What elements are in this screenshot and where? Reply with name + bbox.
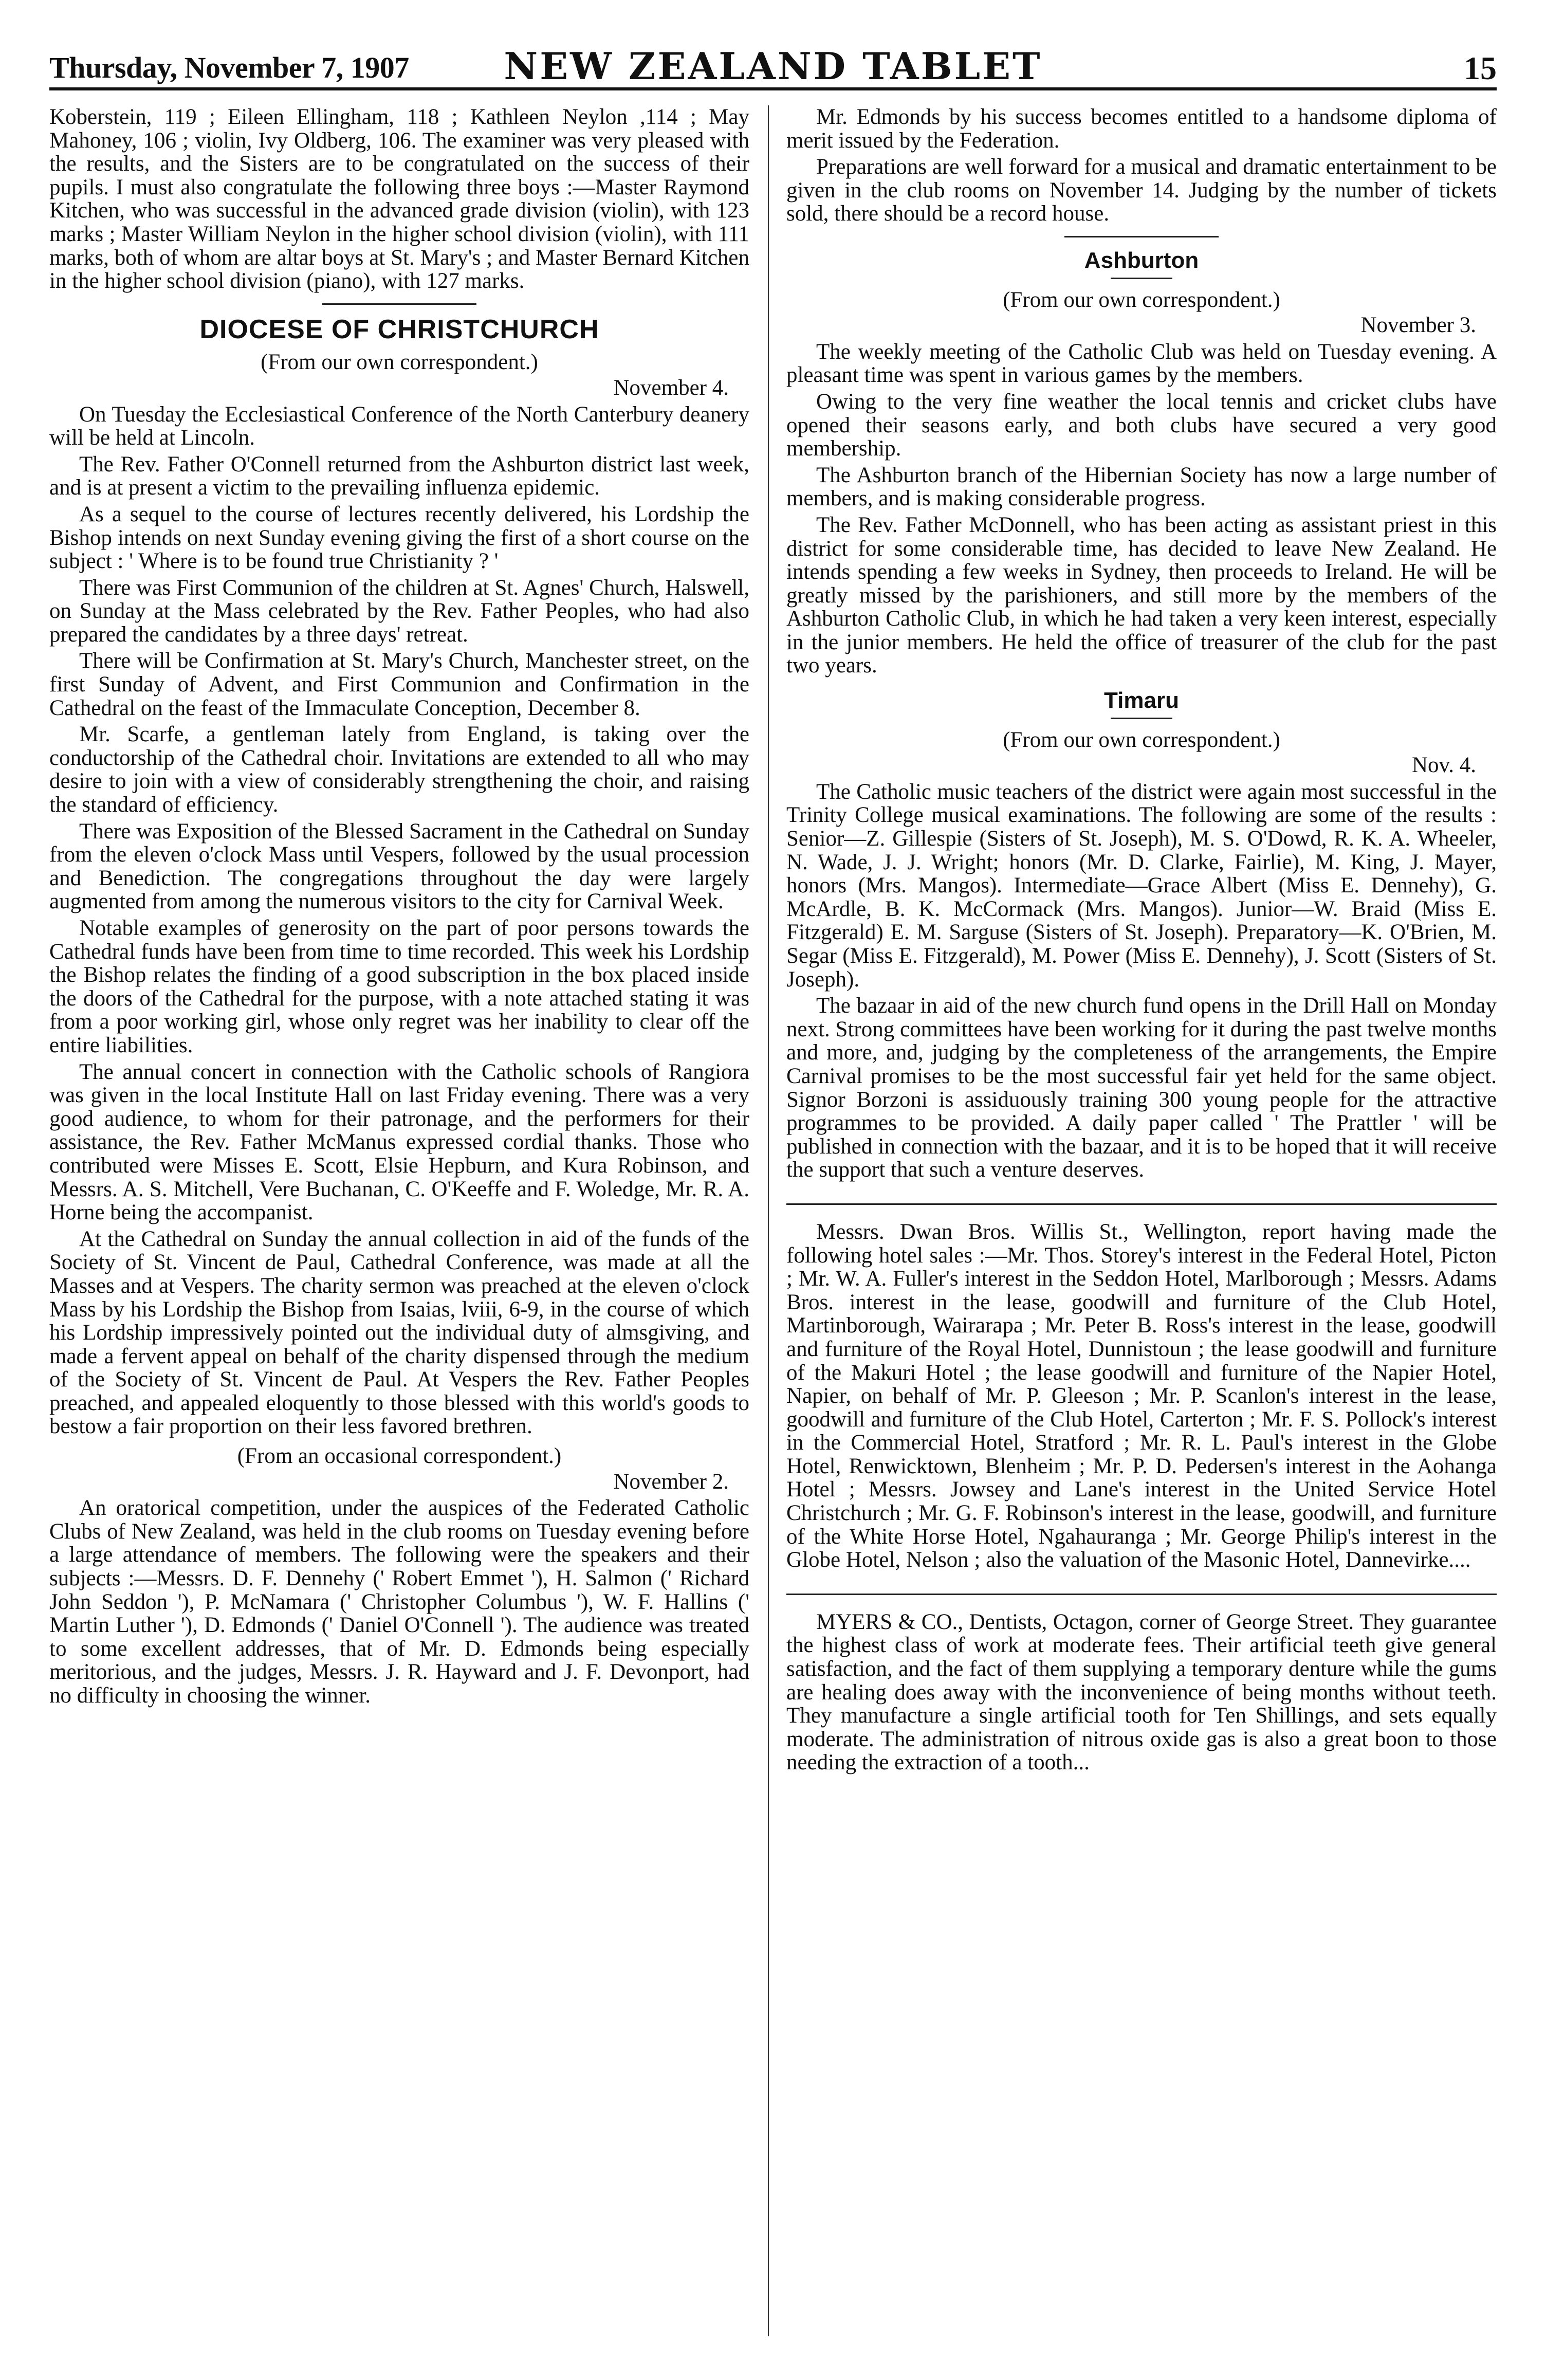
article-paragraph: The Catholic music teachers of the district were again most successful in the Trinity College musical examinations. The following are some of the results : Senior—Z. Gillespie (Sisters of St. Joseph), M. S. O'Dowd, R. K. A. Wheeler, N. Wade, J. J. Wright; honors (Mr. D. Clarke, Fairlie), M. King, J. Mayer, honors (Mrs. Mangos). Intermediate—Grace Albert (Miss E. Dennehy), G. McArdle, B. K. McCormack (Mrs. Mangos). Junior—W. Braid (Miss E. Fitzgerald) E. M. Sarguse (Sisters of St. Joseph). Preparatory—K. O'Brien, M. Segar (Miss E. Fitzgerald), M. Power (Miss E. Dennehy), J. Scott (Sisters of St. Joseph). <box>786 779 1497 992</box>
occasional-dateline: November 2. <box>613 1469 729 1494</box>
ashburton-dateline: November 3. <box>1360 313 1476 338</box>
heading-rule <box>1111 278 1172 279</box>
diocese-byline: (From our own correspondent.) <box>261 350 538 375</box>
article-paragraph: Preparations are well forward for a musical and dramatic entertainment to be given in the club rooms on November 14. Judging by the number of tickets sold, there should be a record house. <box>786 155 1497 226</box>
section-divider <box>786 1203 1497 1205</box>
article-paragraph: There will be Confirmation at St. Mary's Church, Manchester street, on the first Sunday of Advent, and First Communion and Confirmation in the Cathedral on the feast of the Immaculate Conception, December 8. <box>49 649 749 720</box>
article-paragraph: The Rev. Father O'Connell returned from the Ashburton district last week, and is at present a victim to the prevailing influenza epidemic. <box>49 452 749 500</box>
heading-rule <box>1111 718 1172 719</box>
ashburton-byline: (From our own correspondent.) <box>1003 287 1280 312</box>
article-paragraph: The bazaar in aid of the new church fund opens in the Drill Hall on Monday next. Strong committees have been working for it during the past twelve months and more, and, judging by the completeness of the arrangements, the Empire Carnival promises to be the most successful fair yet held for the same object. Signor Borzoni is assiduously training 300 young people for the attractive programmes to be provided. A daily paper called ' The Prattler ' will be published in connection with the bazaar, and it is to be hoped that it will receive the support that such a venture deserves. <box>786 994 1497 1182</box>
article-paragraph: As a sequel to the course of lectures recently delivered, his Lordship the Bishop intends on next Sunday evening giving the first of a short course on the subject : ' Where is to be found true Christianity ? ' <box>49 502 749 574</box>
occasional-byline: (From an occasional correspondent.) <box>237 1444 562 1469</box>
continued-paragraph: Koberstein, 119 ; Eileen Ellingham, 118 ; Kathleen Neylon ,114 ; May Mahoney, 106 ; violin, Ivy Oldberg, 106. The examiner was very pleased with the results, and the Sisters are to be congratulated on the success of their pupils. I must also congratulate the following three boys :—Master Raymond Kitchen, who was successful in the advanced grade division (violin), with 123 marks ; Master William Neylon in the higher school division (violin), with 111 marks, both of whom are altar boys at St. Mary's ; and Master Bernard Kitchen in the higher school division (piano), with 127 marks. <box>49 105 749 294</box>
timaru-byline: (From our own correspondent.) <box>1003 727 1280 752</box>
ashburton-heading: Ashburton <box>1084 247 1199 273</box>
article-paragraph: The Ashburton branch of the Hibernian Society has now a large number of members, and is making considerable progress. <box>786 463 1497 511</box>
article-paragraph: Mr. Edmonds by his success becomes entitled to a handsome diploma of merit issued by the Federation. <box>786 105 1497 153</box>
article-paragraph: Notable examples of generosity on the part of poor persons towards the Cathedral funds have been from time to time recorded. This week his Lordship the Bishop relates the finding of a good subscription in the box placed inside the doors of the Cathedral for the purpose, with a note attached stating it was from a poor working girl, whose only regret was her inability to clear off the entire liabilities. <box>49 916 749 1057</box>
diocese-heading: DIOCESE OF CHRISTCHURCH <box>199 314 599 344</box>
section-divider <box>1064 236 1219 237</box>
hotel-sales-notice: Messrs. Dwan Bros. Willis St., Wellington, report having made the following hotel sales :—Mr. Thos. Storey's interest in the Federal Hotel, Picton ; Mr. W. A. Fuller's interest in the Seddon Hotel, Marlborough ; Messrs. Adams Bros. interest in the lease, goodwill and furniture of the Club Hotel, Martinborough, Wairarapa ; Mr. Peter B. Ross's interest in the lease, goodwill and furniture of the Royal Hotel, Dunnistoun ; the lease goodwill and furniture of the Makuri Hotel ; the lease goodwill and furniture of the Napier Hotel, Napier, on behalf of Mr. P. Gleeson ; Mr. P. Scanlon's interest in the lease, goodwill and furniture of the Club Hotel, Carterton ; Mr. F. S. Pollock's interest in the Commercial Hotel, Stratford ; Mr. R. L. Paul's interest in the Globe Hotel, Renwicktown, Blenheim ; Mr. P. D. Pedersen's interest in the Aohanga Hotel ; Messrs. Jowsey and Lane's interest in the United Service Hotel Christchurch ; Mr. G. F. Robinson's interest in the lease, goodwill, and furniture of the White Horse Hotel, Ngahauranga ; Mr. George Philip's interest in the Globe Hotel, Nelson ; also the valuation of the Masonic Hotel, Dannevirke.... <box>786 1219 1497 1572</box>
right-column <box>786 105 1497 1778</box>
article-paragraph: There was Exposition of the Blessed Sacrament in the Cathedral on Sunday from the eleven o'clock Mass until Vespers, followed by the usual procession and Benediction. The congregations throughout the day were largely augmented from among the numerous visitors to the city for Carnival Week. <box>49 819 749 914</box>
left-column <box>49 105 749 1711</box>
article-paragraph: The annual concert in connection with the Catholic schools of Rangiora was given in the local Institute Hall on last Friday evening. There was a very good audience, to whom for their patronage, and the performers for their assistance, the Rev. Father McManus expressed cordial thanks. Those who contributed were Misses E. Scott, Elsie Hepburn, and Kura Robinson, and Messrs. A. S. Mitchell, Vere Buchanan, C. O'Keeffe and F. Woledge, Mr. R. A. Horne being the accompanist. <box>49 1059 749 1225</box>
dentists-advertisement: MYERS & CO., Dentists, Octagon, corner of George Street. They guarantee the highest class of work at moderate fees. Their artificial teeth give general satisfaction, and the fact of them supplying a temporary denture while the gums are healing does away with the inconvenience of being months without teeth. They manufacture a single artificial tooth for Ten Shillings, and sets equally moderate. The administration of nitrous oxide gas is also a great boon to those needing the extraction of a tooth... <box>786 1609 1497 1775</box>
page-header <box>49 37 1497 94</box>
section-divider <box>322 303 476 305</box>
article-paragraph: There was First Communion of the children at St. Agnes' Church, Halswell, on Sunday at the Mass celebrated by the Rev. Father Peoples, who had also prepared the candidates by a three days' retreat. <box>49 575 749 647</box>
issue-date: Thursday, November 7, 1907 <box>49 51 409 84</box>
column-rule <box>768 105 769 2336</box>
article-paragraph: The weekly meeting of the Catholic Club was held on Tuesday evening. A pleasant time was spent in various games by the members. <box>786 339 1497 388</box>
timaru-heading: Timaru <box>1104 688 1179 713</box>
header-rule <box>49 87 1497 90</box>
article-paragraph: An oratorical competition, under the auspices of the Federated Catholic Clubs of New Zealand, was held in the club rooms on Tuesday evening before a large attendance of members. The following were the speakers and their subjects :—Messrs. D. F. Dennehy (' Robert Emmet '), H. Salmon (' Richard John Seddon '), P. McNamara (' Christopher Columbus '), W. F. Hallins (' Martin Luther '), D. Edmonds (' Daniel O'Connell '). The audience was treated to some excellent addresses, that of Mr. D. Edmonds being especially meritorious, and the judges, Messrs. J. R. Hayward and J. F. Devonport, had no difficulty in choosing the winner. <box>49 1496 749 1708</box>
section-divider <box>786 1594 1497 1595</box>
article-paragraph: On Tuesday the Ecclesiastical Conference of the North Canterbury deanery will be held at Lincoln. <box>49 402 749 450</box>
article-paragraph: Mr. Scarfe, a gentleman lately from England, is taking over the conductorship of the Cathedral choir. Invitations are extended to all who may desire to join with a view of considerably strengthening the choir, and raising the standard of efficiency. <box>49 722 749 817</box>
diocese-dateline: November 4. <box>613 375 729 400</box>
article-paragraph: Owing to the very fine weather the local tennis and cricket clubs have opened their seasons early, and both clubs have secured a very good membership. <box>786 389 1497 461</box>
masthead-title: NEW ZEALAND TABLET <box>504 44 1042 88</box>
article-paragraph: At the Cathedral on Sunday the annual collection in aid of the funds of the Society of St. Vincent de Paul, Cathedral Conference, was made at all the Masses and at Vespers. The charity sermon was preached at the eleven o'clock Mass by his Lordship the Bishop from Isaias, lviii, 6-9, in the course of which his Lordship impressively pointed out the individual duty of almsgiving, and made a fervent appeal on behalf of the charity dispensed through the medium of the Society of St. Vincent de Paul. At Vespers the Rev. Father Peoples preached, and appealed eloquently to those blessed with this world's goods to bestow a fair proportion on their less favored brethren. <box>49 1226 749 1439</box>
timaru-dateline: Nov. 4. <box>1411 753 1476 778</box>
page-number: 15 <box>1464 50 1497 86</box>
article-paragraph: The Rev. Father McDonnell, who has been acting as assistant priest in this district for some considerable time, has decided to leave New Zealand. He intends spending a few weeks in Sydney, then proceeds to Ireland. He will be greatly missed by the parishioners, and still more by the members of the Ashburton Catholic Club, in which he had taken a very keen interest, especially in the junior members. He held the office of treasurer of the club for the past two years. <box>786 512 1497 678</box>
